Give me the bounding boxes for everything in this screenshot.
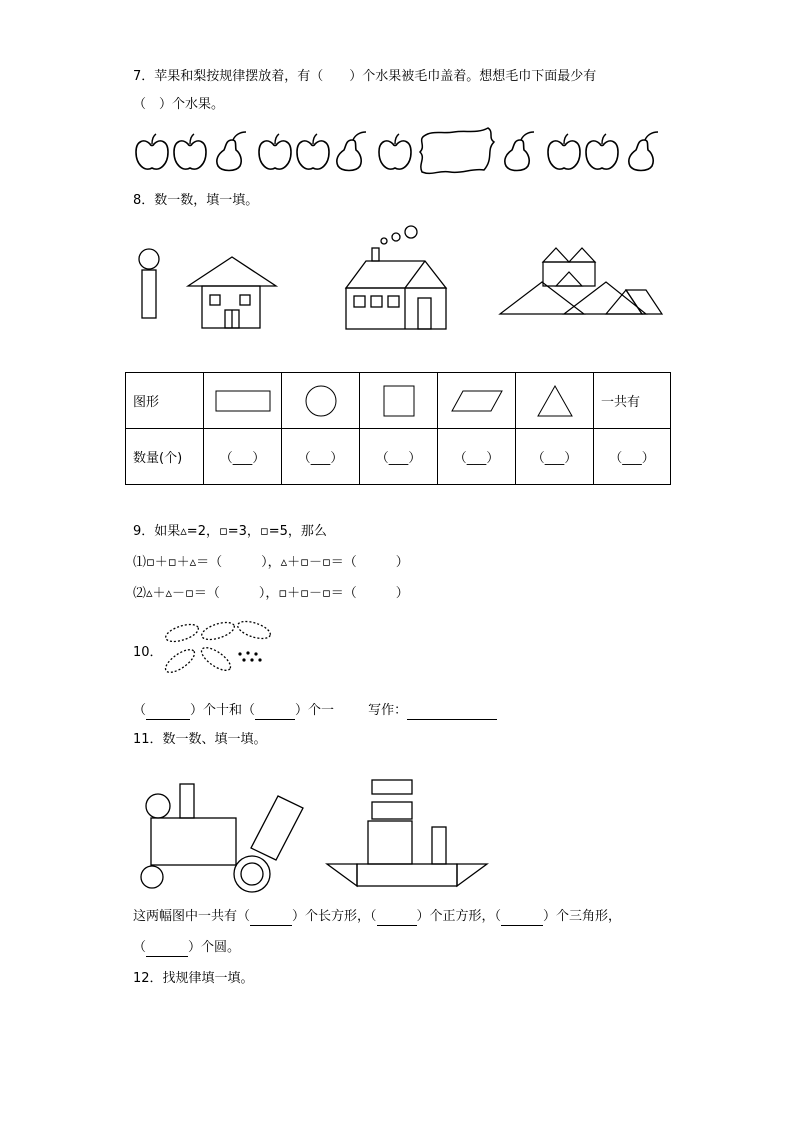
- q11-text-e: （: [133, 940, 147, 955]
- rectangle-icon: [216, 391, 270, 411]
- bead-ring-ten: [236, 618, 273, 642]
- blank-text: （___）: [453, 451, 500, 466]
- q11-title: 11．数一数、填一填。: [133, 732, 267, 747]
- blank-text: （___）: [375, 451, 422, 466]
- pear-icon: [217, 132, 246, 171]
- q9-part2: ⑵▵＋▵－▫＝（ ），▫＋▫－▫＝（ ）: [133, 586, 409, 601]
- apple-icon: [259, 134, 291, 169]
- row1-label: 图形: [133, 395, 160, 410]
- rectangle-count-blank[interactable]: [250, 909, 292, 926]
- q10-label: 10．: [133, 645, 163, 660]
- write-blank[interactable]: [407, 703, 497, 720]
- answer-blank-triangle[interactable]: [516, 429, 594, 485]
- row2-label: 数量(个): [133, 451, 183, 466]
- pear-icon: [505, 132, 534, 171]
- q7-text-line1: 7．苹果和梨按规律摆放着，有（ ）个水果被毛巾盖着。想想毛巾下面最少有: [133, 69, 597, 84]
- figure-large-house: [346, 226, 446, 329]
- blank-text: （___）: [297, 451, 344, 466]
- total-label: 一共有: [601, 395, 641, 410]
- fruit-sequence: [132, 124, 677, 182]
- table-row: [126, 429, 671, 485]
- q11-text-c: ）个正方形，（: [416, 909, 502, 924]
- q8-figures: [130, 222, 670, 334]
- square-icon: [384, 386, 414, 416]
- triangle-icon: [538, 386, 572, 416]
- paren-open: （: [133, 703, 147, 718]
- bead-ring-ten: [198, 644, 234, 675]
- circle-icon: [306, 386, 336, 416]
- square-count-blank[interactable]: [377, 909, 417, 926]
- figure-tractor: [141, 784, 303, 892]
- q11-figures: [135, 776, 495, 896]
- answer-blank-square[interactable]: [360, 429, 438, 485]
- q9-part1: ⑴▫＋▫＋▵＝（ ），▵＋▫－▫＝（ ）: [133, 555, 409, 570]
- circle-count-blank[interactable]: [146, 940, 188, 957]
- paren-close: ）: [190, 703, 204, 718]
- figure-stick-person: [139, 249, 159, 318]
- write-label: 写作：: [368, 703, 408, 718]
- answer-blank-circle[interactable]: [282, 429, 360, 485]
- pear-icon: [337, 132, 366, 171]
- table-cell-quantity-label: [126, 429, 204, 485]
- q11-answer-line1: [133, 909, 621, 926]
- blank-text: （___）: [531, 451, 578, 466]
- shape-count-table: [125, 372, 671, 485]
- tens-blank[interactable]: [146, 703, 190, 720]
- apple-icon: [174, 134, 206, 169]
- apple-icon: [297, 134, 329, 169]
- q11-text-b: ）个长方形，（: [292, 909, 377, 924]
- tens-text: 个十和（: [203, 703, 256, 718]
- figure-small-house: [188, 257, 276, 328]
- apple-icon: [379, 134, 411, 169]
- answer-blank-rectangle[interactable]: [204, 429, 282, 485]
- parallelogram-icon: [452, 391, 502, 411]
- table-cell-total-label: [594, 373, 671, 429]
- pear-icon: [629, 132, 658, 171]
- answer-blank-total[interactable]: [594, 429, 671, 485]
- q11-text-f: ）个圆。: [188, 940, 241, 955]
- bead-ring-ten: [200, 619, 237, 643]
- bead-ring-ten: [164, 621, 201, 645]
- table-cell-triangle: [516, 373, 594, 429]
- apple-icon: [548, 134, 580, 169]
- table-cell-rectangle: [204, 373, 282, 429]
- bead-groups: [160, 617, 275, 679]
- apple-icon: [136, 134, 168, 169]
- loose-beads: [238, 651, 261, 661]
- q9-intro: 9．如果▵=2，▫=3，▫=5，那么: [133, 524, 327, 539]
- towel-shape: [420, 128, 494, 173]
- q11-text-a: 这两幅图中一共有（: [133, 909, 251, 924]
- blank-text: （___）: [219, 451, 266, 466]
- table-cell-shape-label: [126, 373, 204, 429]
- blank-text: （___）: [609, 451, 655, 466]
- q8-title: 8．数一数，填一填。: [133, 193, 259, 208]
- figure-boat: [327, 780, 487, 886]
- bead-ring-ten: [162, 646, 198, 677]
- q11-answer-line2: [133, 940, 240, 957]
- triangle-count-blank[interactable]: [501, 909, 543, 926]
- q7-text-line2: （ ）个水果。: [133, 97, 225, 112]
- ones-blank[interactable]: [255, 703, 295, 720]
- table-cell-circle: [282, 373, 360, 429]
- apple-icon: [586, 134, 618, 169]
- ones-text: ）个一: [295, 703, 335, 718]
- q11-text-d: ）个三角形，: [543, 909, 622, 924]
- q12-title: 12．找规律填一填。: [133, 971, 254, 986]
- figure-tangram: [500, 248, 662, 314]
- answer-blank-parallelogram[interactable]: [438, 429, 516, 485]
- table-cell-square: [360, 373, 438, 429]
- table-cell-parallelogram: [438, 373, 516, 429]
- q10-answer-line: [133, 703, 497, 720]
- table-row: [126, 373, 671, 429]
